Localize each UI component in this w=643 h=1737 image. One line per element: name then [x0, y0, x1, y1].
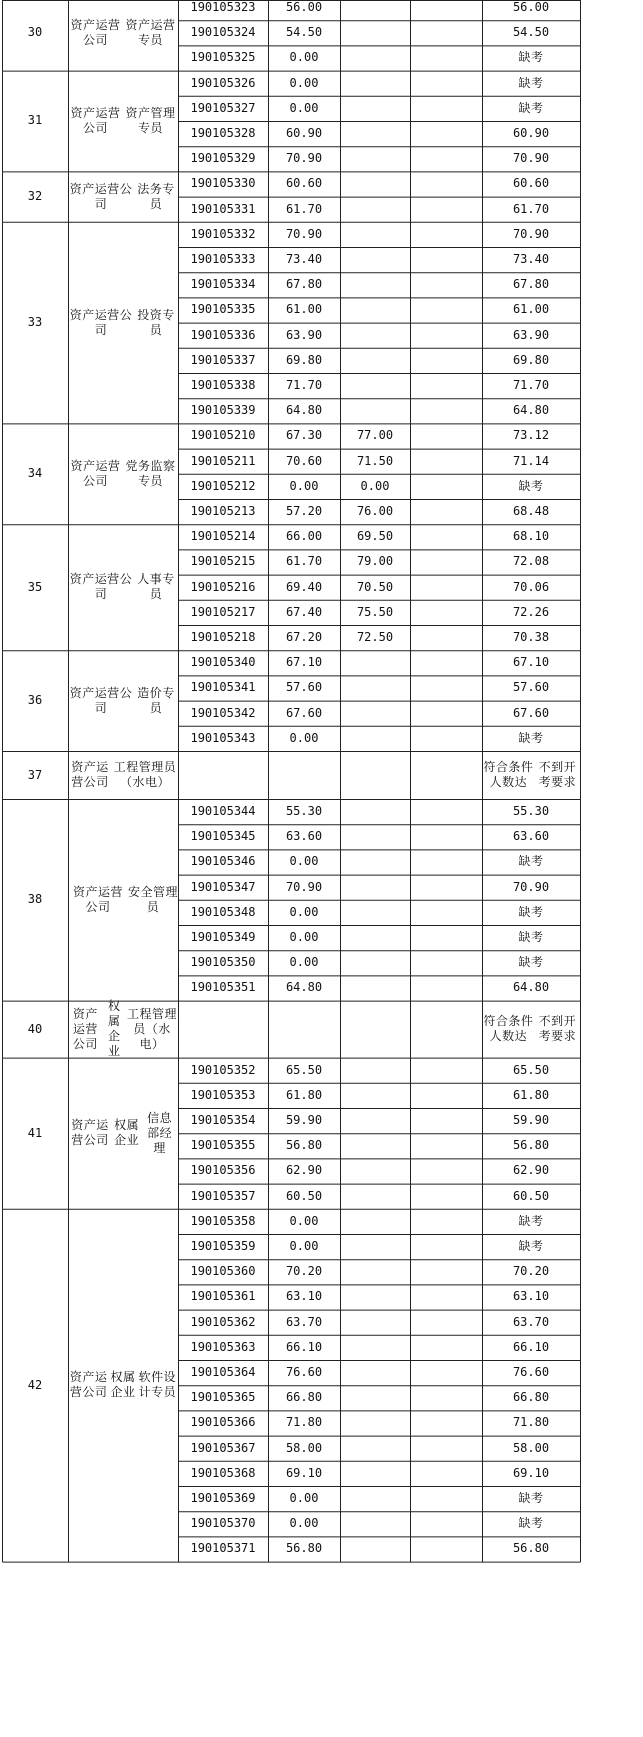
position-title-line: 权属企业	[114, 1118, 140, 1148]
group-number: 36	[27, 693, 43, 708]
written-score: 69.80	[285, 352, 323, 367]
total-score: 73.12	[512, 428, 550, 443]
interview-score	[340, 950, 410, 975]
interview-score	[340, 272, 410, 297]
candidate-id: 190105344	[190, 804, 256, 819]
total-score: 缺考	[518, 50, 544, 65]
written-score: 56.80	[285, 1541, 323, 1556]
position-title-line: 权属企业	[110, 1370, 136, 1400]
candidate-id: 190105369	[190, 1491, 256, 1506]
candidate-id: 190105339	[190, 403, 256, 418]
candidate-id: 190105218	[190, 630, 256, 645]
position-title-line: 资产运营公司	[69, 1370, 108, 1400]
position-title-line: 资产运营公司	[72, 1006, 98, 1051]
total-score: 缺考	[518, 100, 544, 115]
candidate-id: 190105368	[190, 1465, 256, 1480]
candidate-id: 190105354	[190, 1113, 256, 1128]
total-score: 60.90	[512, 126, 550, 141]
written-score: 61.70	[285, 201, 323, 216]
written-score: 66.00	[285, 529, 323, 544]
candidate-id: 190105336	[190, 327, 256, 342]
remark-note-line: 不到开考要求	[538, 760, 577, 789]
position-title-line: 权属企业	[108, 999, 121, 1059]
remark-note-line: 符合条件人数达	[483, 1014, 534, 1044]
candidate-id: 190105334	[190, 277, 256, 292]
interview-score	[340, 1536, 410, 1561]
total-score: 59.90	[512, 1113, 550, 1128]
total-score: 缺考	[518, 1491, 544, 1506]
interview-score	[340, 297, 410, 322]
interview-score: 0.00	[360, 478, 390, 493]
written-score: 73.40	[285, 252, 323, 267]
group-number: 37	[27, 767, 43, 782]
candidate-id: 190105367	[190, 1440, 256, 1455]
total-score: 缺考	[518, 730, 544, 745]
interview-score	[340, 1058, 410, 1083]
position-title	[68, 1209, 178, 1562]
total-score: 73.40	[512, 252, 550, 267]
interview-score	[340, 1209, 410, 1234]
candidate-id: 190105329	[190, 151, 256, 166]
candidate-id: 190105342	[190, 705, 256, 720]
written-score: 0.00	[289, 1239, 319, 1254]
written-score: 55.30	[285, 804, 323, 819]
candidate-id: 190105217	[190, 604, 256, 619]
interview-score	[340, 222, 410, 247]
position-title-line: 党务监察专员	[125, 458, 176, 488]
position-title-line: 资产运营公司	[69, 307, 133, 337]
interview-score	[340, 146, 410, 171]
group-number: 38	[27, 892, 43, 907]
written-score: 63.70	[285, 1314, 323, 1329]
position-title-line: 资产运营专员	[125, 17, 176, 47]
total-score: 56.80	[512, 1541, 550, 1556]
group-number: 32	[27, 189, 43, 204]
interview-score: 77.00	[356, 428, 394, 443]
candidate-id: 190105326	[190, 75, 256, 90]
written-score: 56.80	[285, 1138, 323, 1153]
position-title-line: 资产运营公司	[69, 685, 133, 715]
written-score: 60.50	[285, 1188, 323, 1203]
total-score: 56.00	[512, 0, 550, 15]
candidate-id: 190105346	[190, 854, 256, 869]
group-number: 31	[27, 113, 43, 128]
candidate-id: 190105364	[190, 1365, 256, 1380]
total-score: 69.10	[512, 1465, 550, 1480]
candidate-id: 190105215	[190, 554, 256, 569]
interview-score	[340, 121, 410, 146]
written-score: 67.80	[285, 277, 323, 292]
position-title-line: 资产运营公司	[70, 458, 121, 488]
interview-score	[340, 171, 410, 196]
interview-score	[340, 197, 410, 222]
candidate-id: 190105337	[190, 352, 256, 367]
position-title-line: 人事专员	[137, 572, 175, 602]
written-score: 60.60	[285, 176, 323, 191]
total-score: 71.14	[512, 453, 550, 468]
interview-score: 76.00	[356, 504, 394, 519]
candidate-id: 190105212	[190, 478, 256, 493]
candidate-id: 190105352	[190, 1062, 256, 1077]
interview-score	[340, 1158, 410, 1183]
total-score: 缺考	[518, 75, 544, 90]
interview-score: 70.50	[356, 579, 394, 594]
position-title-line: 工程管理员（水电）	[113, 760, 177, 789]
interview-score	[340, 1310, 410, 1335]
total-score: 70.90	[512, 151, 550, 166]
total-score: 66.10	[512, 1339, 550, 1354]
interview-score	[340, 323, 410, 348]
written-score: 61.70	[285, 554, 323, 569]
total-score: 61.80	[512, 1087, 550, 1102]
total-score: 70.06	[512, 579, 550, 594]
group-number: 33	[27, 315, 43, 330]
written-score: 63.10	[285, 1289, 323, 1304]
written-score: 66.80	[285, 1390, 323, 1405]
total-score: 60.60	[512, 176, 550, 191]
total-score: 69.80	[512, 352, 550, 367]
interview-score	[340, 247, 410, 272]
candidate-id: 190105338	[190, 378, 256, 393]
written-score: 0.00	[289, 1213, 319, 1228]
total-score: 61.70	[512, 201, 550, 216]
remark-note	[482, 751, 580, 799]
total-score: 63.10	[512, 1289, 550, 1304]
total-score: 缺考	[518, 955, 544, 970]
position-title	[68, 1058, 178, 1209]
candidate-id: 190105335	[190, 302, 256, 317]
total-score: 76.60	[512, 1365, 550, 1380]
candidate-id: 190105210	[190, 428, 256, 443]
candidate-id: 190105332	[190, 226, 256, 241]
total-score: 55.30	[512, 804, 550, 819]
written-score: 70.20	[285, 1264, 323, 1279]
interview-score	[340, 71, 410, 96]
group-number: 30	[27, 25, 43, 40]
interview-score	[340, 1360, 410, 1385]
candidate-id: 190105358	[190, 1213, 256, 1228]
candidate-id: 190105323	[190, 0, 256, 15]
written-score: 61.80	[285, 1087, 323, 1102]
written-score: 66.10	[285, 1339, 323, 1354]
position-title-line: 资产管理专员	[125, 105, 176, 135]
group-number: 34	[27, 466, 43, 481]
position-title	[68, 650, 178, 751]
interview-score	[340, 1259, 410, 1284]
written-score: 54.50	[285, 25, 323, 40]
candidate-id: 190105359	[190, 1239, 256, 1254]
written-score: 57.20	[285, 504, 323, 519]
position-title-line: 信息部经理	[147, 1110, 173, 1155]
candidate-id: 190105357	[190, 1188, 256, 1203]
candidate-id: 190105328	[190, 126, 256, 141]
candidate-id: 190105363	[190, 1339, 256, 1354]
total-score: 70.90	[512, 879, 550, 894]
interview-score	[340, 925, 410, 950]
total-score: 64.80	[512, 403, 550, 418]
candidate-id: 190105370	[190, 1516, 256, 1531]
candidate-id: 190105361	[190, 1289, 256, 1304]
group-number: 35	[27, 579, 43, 594]
interview-score	[340, 373, 410, 398]
candidate-id: 190105324	[190, 25, 256, 40]
candidate-id: 190105348	[190, 904, 256, 919]
interview-score: 69.50	[356, 529, 394, 544]
written-score: 69.40	[285, 579, 323, 594]
interview-score: 72.50	[356, 630, 394, 645]
interview-score	[340, 975, 410, 1000]
interview-score	[340, 1133, 410, 1158]
written-score: 64.80	[285, 980, 323, 995]
total-score: 67.60	[512, 705, 550, 720]
remark-note-line: 不到开考要求	[538, 1014, 577, 1044]
position-title-line: 资产运营公司	[72, 884, 123, 914]
total-score: 缺考	[518, 930, 544, 945]
written-score: 67.30	[285, 428, 323, 443]
total-score: 67.10	[512, 655, 550, 670]
candidate-id: 190105351	[190, 980, 256, 995]
total-score: 缺考	[518, 1239, 544, 1254]
interview-score	[340, 1511, 410, 1536]
interview-score	[340, 45, 410, 70]
total-score: 70.20	[512, 1264, 550, 1279]
candidate-id: 190105213	[190, 504, 256, 519]
total-score: 71.70	[512, 378, 550, 393]
interview-score	[340, 1486, 410, 1511]
candidate-id: 190105216	[190, 579, 256, 594]
written-score: 56.00	[285, 0, 323, 15]
candidate-id: 190105330	[190, 176, 256, 191]
written-score: 63.60	[285, 829, 323, 844]
written-score: 0.00	[289, 904, 319, 919]
written-score: 70.60	[285, 453, 323, 468]
written-score: 0.00	[289, 100, 319, 115]
total-score: 56.80	[512, 1138, 550, 1153]
written-score: 67.40	[285, 604, 323, 619]
interview-score	[340, 1108, 410, 1133]
position-title	[68, 799, 178, 1001]
position-title-line: 资产运营公司	[71, 760, 109, 789]
interview-score	[340, 1436, 410, 1461]
interview-score	[340, 348, 410, 373]
total-score: 70.90	[512, 226, 550, 241]
candidate-id: 190105345	[190, 829, 256, 844]
group-number: 40	[27, 1021, 43, 1036]
interview-score	[340, 824, 410, 849]
candidate-id: 190105327	[190, 100, 256, 115]
interview-score: 71.50	[356, 453, 394, 468]
written-score: 59.90	[285, 1113, 323, 1128]
written-score: 0.00	[289, 955, 319, 970]
candidate-id: 190105350	[190, 955, 256, 970]
written-score: 60.90	[285, 126, 323, 141]
total-score: 缺考	[518, 1516, 544, 1531]
candidate-id: 190105340	[190, 655, 256, 670]
total-score: 缺考	[518, 904, 544, 919]
total-score: 67.80	[512, 277, 550, 292]
position-title	[68, 751, 178, 799]
position-title-line: 资产运营公司	[69, 181, 133, 211]
written-score: 57.60	[285, 680, 323, 695]
total-score: 66.80	[512, 1390, 550, 1405]
total-score: 62.90	[512, 1163, 550, 1178]
total-score: 70.38	[512, 630, 550, 645]
position-title-line: 资产运营公司	[70, 17, 121, 47]
position-title	[68, 524, 178, 650]
candidate-id: 190105365	[190, 1390, 256, 1405]
written-score: 67.10	[285, 655, 323, 670]
interview-score	[340, 1234, 410, 1259]
written-score: 71.70	[285, 378, 323, 393]
written-score: 70.90	[285, 151, 323, 166]
written-score: 0.00	[289, 1491, 319, 1506]
candidate-id: 190105325	[190, 50, 256, 65]
total-score: 54.50	[512, 25, 550, 40]
position-title-line: 资产运营公司	[71, 1118, 109, 1148]
written-score: 71.80	[285, 1415, 323, 1430]
remark-note-line: 符合条件人数达	[483, 760, 534, 789]
group-number: 41	[27, 1125, 43, 1140]
group-number: 42	[27, 1377, 43, 1392]
written-score: 0.00	[289, 1516, 319, 1531]
written-score: 0.00	[289, 930, 319, 945]
position-title	[68, 0, 178, 71]
position-title	[68, 71, 178, 172]
written-score: 58.00	[285, 1440, 323, 1455]
candidate-id: 190105366	[190, 1415, 256, 1430]
interview-score	[340, 875, 410, 900]
total-score: 72.08	[512, 554, 550, 569]
total-score: 58.00	[512, 1440, 550, 1455]
position-title-line: 工程管理员（水电）	[126, 1006, 177, 1051]
candidate-id: 190105331	[190, 201, 256, 216]
interview-score	[340, 1284, 410, 1309]
interview-score	[340, 96, 410, 121]
written-score: 0.00	[289, 854, 319, 869]
interview-score: 75.50	[356, 604, 394, 619]
interview-score	[340, 1184, 410, 1209]
interview-score	[340, 1335, 410, 1360]
total-score: 缺考	[518, 478, 544, 493]
total-score: 57.60	[512, 680, 550, 695]
position-title-line: 软件设计专员	[138, 1370, 177, 1400]
position-title-line: 法务专员	[137, 181, 175, 211]
total-score: 63.70	[512, 1314, 550, 1329]
total-score: 60.50	[512, 1188, 550, 1203]
position-title-line: 资产运营公司	[69, 572, 133, 602]
interview-score	[340, 650, 410, 675]
interview-score	[340, 900, 410, 925]
total-score: 72.26	[512, 604, 550, 619]
candidate-id: 190105349	[190, 930, 256, 945]
candidate-id: 190105333	[190, 252, 256, 267]
total-score: 缺考	[518, 1213, 544, 1228]
candidate-id: 190105353	[190, 1087, 256, 1102]
written-score: 65.50	[285, 1062, 323, 1077]
candidate-id: 190105362	[190, 1314, 256, 1329]
written-score: 69.10	[285, 1465, 323, 1480]
written-score: 0.00	[289, 75, 319, 90]
total-score: 71.80	[512, 1415, 550, 1430]
written-score: 62.90	[285, 1163, 323, 1178]
interview-score	[340, 1410, 410, 1435]
candidate-id: 190105347	[190, 879, 256, 894]
position-title-line: 造价专员	[137, 685, 175, 715]
position-title	[68, 171, 178, 221]
total-score: 68.10	[512, 529, 550, 544]
written-score: 0.00	[289, 50, 319, 65]
interview-score	[340, 675, 410, 700]
total-score: 63.60	[512, 829, 550, 844]
candidate-id: 190105341	[190, 680, 256, 695]
interview-score	[340, 726, 410, 751]
interview-score	[340, 701, 410, 726]
candidate-id: 190105355	[190, 1138, 256, 1153]
written-score: 76.60	[285, 1365, 323, 1380]
interview-score	[340, 1461, 410, 1486]
position-title-line: 投资专员	[137, 307, 175, 337]
written-score: 67.60	[285, 705, 323, 720]
written-score: 0.00	[289, 478, 319, 493]
interview-score	[340, 1083, 410, 1108]
candidate-id: 190105356	[190, 1163, 256, 1178]
candidate-id: 190105343	[190, 730, 256, 745]
written-score: 70.90	[285, 879, 323, 894]
position-title-line: 资产运营公司	[70, 105, 121, 135]
written-score: 64.80	[285, 403, 323, 418]
position-title	[68, 222, 178, 424]
total-score: 64.80	[512, 980, 550, 995]
interview-score	[340, 398, 410, 423]
total-score: 61.00	[512, 302, 550, 317]
written-score: 61.00	[285, 302, 323, 317]
interview-score	[340, 849, 410, 874]
interview-score	[340, 1385, 410, 1410]
total-score: 65.50	[512, 1062, 550, 1077]
position-title-line: 安全管理员	[128, 884, 179, 914]
candidate-id: 190105214	[190, 529, 256, 544]
total-score: 63.90	[512, 327, 550, 342]
position-title	[68, 1001, 178, 1058]
total-score: 68.48	[512, 504, 550, 519]
interview-score	[340, 799, 410, 824]
interview-score: 79.00	[356, 554, 394, 569]
position-title	[68, 423, 178, 524]
written-score: 0.00	[289, 730, 319, 745]
interview-score	[340, 0, 410, 20]
written-score: 67.20	[285, 630, 323, 645]
interview-score	[340, 20, 410, 45]
remark-note	[482, 1001, 580, 1058]
candidate-id: 190105211	[190, 453, 256, 468]
candidate-id: 190105371	[190, 1541, 256, 1556]
written-score: 70.90	[285, 226, 323, 241]
written-score: 63.90	[285, 327, 323, 342]
total-score: 缺考	[518, 854, 544, 869]
candidate-id: 190105360	[190, 1264, 256, 1279]
